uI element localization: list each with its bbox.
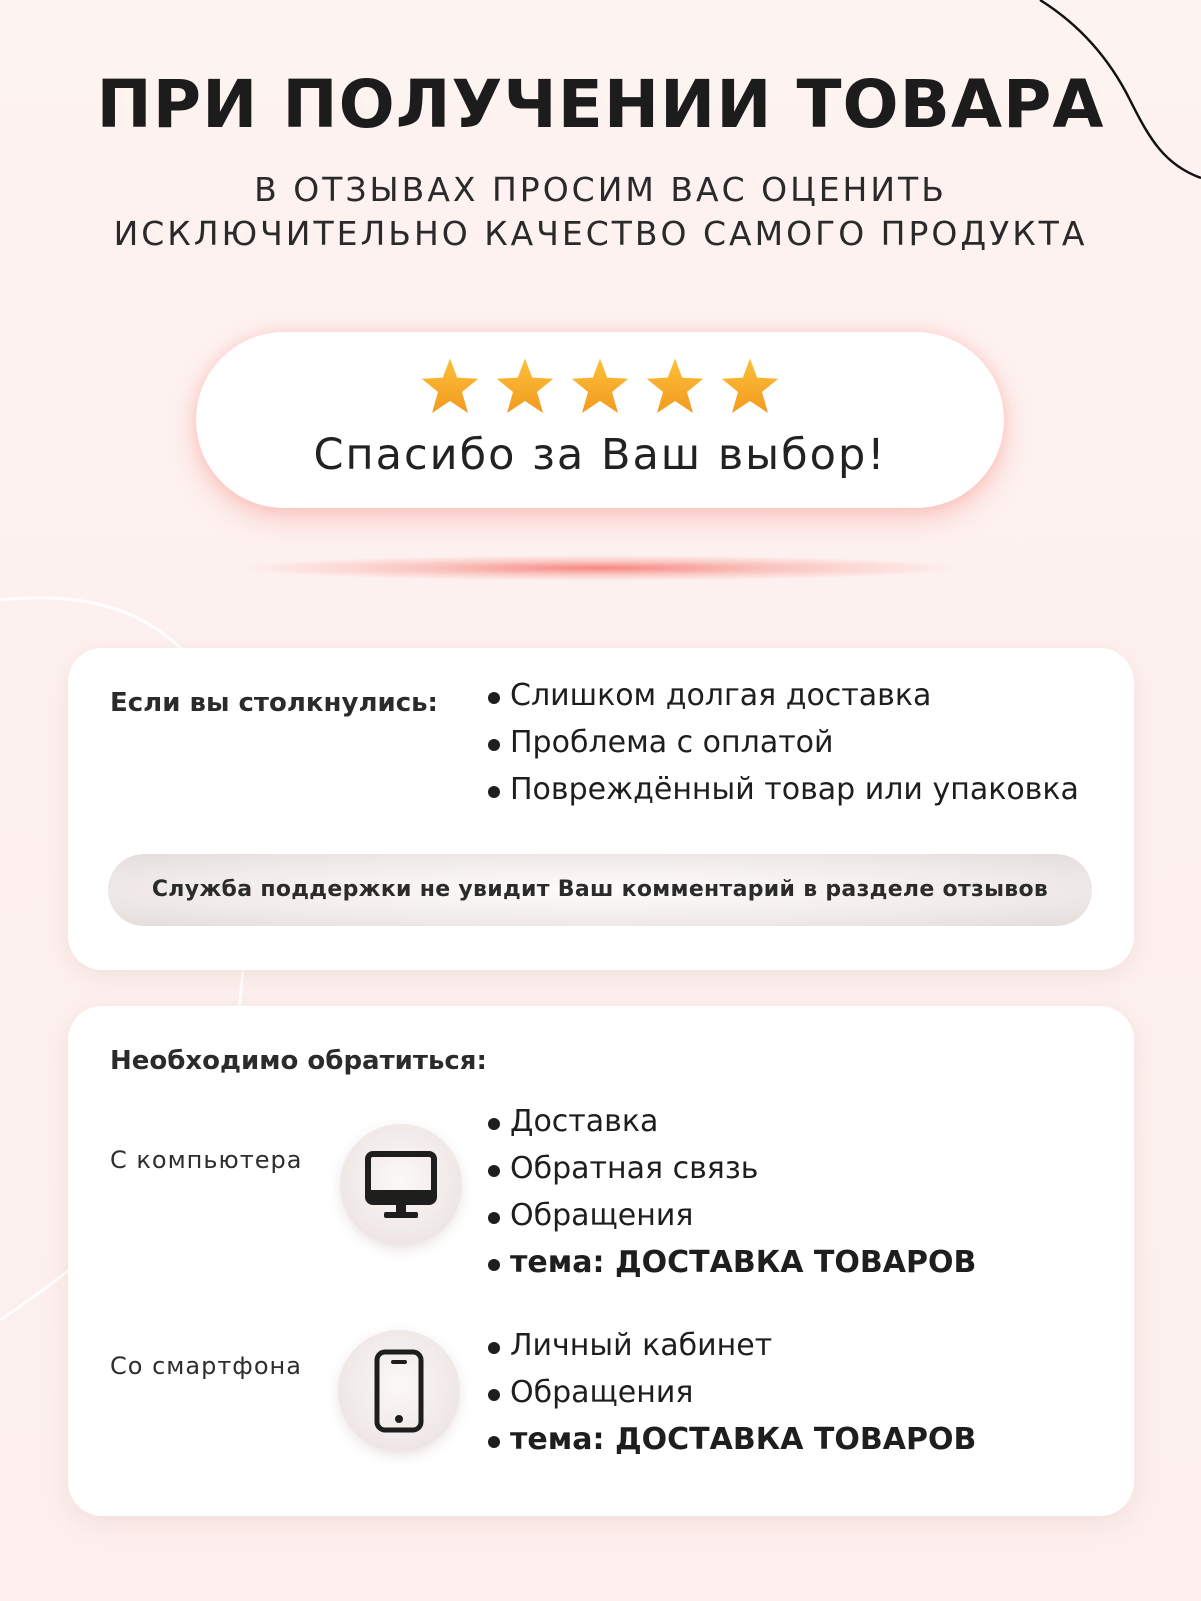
monitor-icon bbox=[340, 1124, 462, 1246]
list-item: Обращения bbox=[488, 1192, 976, 1239]
page-subtitle bbox=[0, 168, 1201, 256]
glow-divider bbox=[230, 555, 970, 581]
list-item: Обратная связь bbox=[488, 1145, 976, 1192]
rating-banner bbox=[196, 332, 1004, 508]
problems-list bbox=[488, 672, 1079, 813]
support-note: Служба поддержки не увидит Ваш комментарий в разделе отзывов bbox=[108, 854, 1092, 926]
star-icon bbox=[645, 356, 705, 416]
list-item: Слишком долгая доставка bbox=[488, 672, 1079, 719]
list-item: Личный кабинет bbox=[488, 1322, 976, 1369]
problems-card bbox=[68, 648, 1134, 970]
contact-label: Необходимо обратиться: bbox=[110, 1046, 487, 1076]
smartphone-label: Со смартфона bbox=[110, 1352, 302, 1380]
list-item: Обращения bbox=[488, 1369, 976, 1416]
problems-label: Если вы столкнулись: bbox=[110, 688, 438, 718]
list-item: Проблема с оплатой bbox=[488, 719, 1079, 766]
topic-item: тема: ДОСТАВКА ТОВАРОВ bbox=[488, 1239, 976, 1286]
contact-card bbox=[68, 1006, 1134, 1516]
computer-icon-circle bbox=[340, 1124, 462, 1246]
computer-label: С компьютера bbox=[110, 1146, 303, 1174]
star-icon bbox=[570, 356, 630, 416]
subtitle-line-2: ИСКЛЮЧИТЕЛЬНО КАЧЕСТВО САМОГО ПРОДУКТА bbox=[113, 214, 1088, 253]
page-title: ПРИ ПОЛУЧЕНИИ ТОВАРА bbox=[96, 66, 1105, 143]
list-item: Повреждённый товар или упаковка bbox=[488, 766, 1079, 813]
computer-steps bbox=[488, 1098, 976, 1286]
star-icon bbox=[720, 356, 780, 416]
smartphone-icon bbox=[338, 1330, 460, 1452]
list-item: Доставка bbox=[488, 1098, 976, 1145]
star-icon bbox=[495, 356, 555, 416]
thanks-text: Спасибо за Ваш выбор! bbox=[313, 430, 887, 480]
topic-item: тема: ДОСТАВКА ТОВАРОВ bbox=[488, 1416, 976, 1463]
star-icon bbox=[420, 356, 480, 416]
star-rating bbox=[196, 356, 1004, 420]
subtitle-line-1: В ОТЗЫВАХ ПРОСИМ ВАС ОЦЕНИТЬ bbox=[254, 170, 947, 209]
smartphone-steps bbox=[488, 1322, 976, 1463]
smartphone-icon-circle bbox=[338, 1330, 460, 1452]
